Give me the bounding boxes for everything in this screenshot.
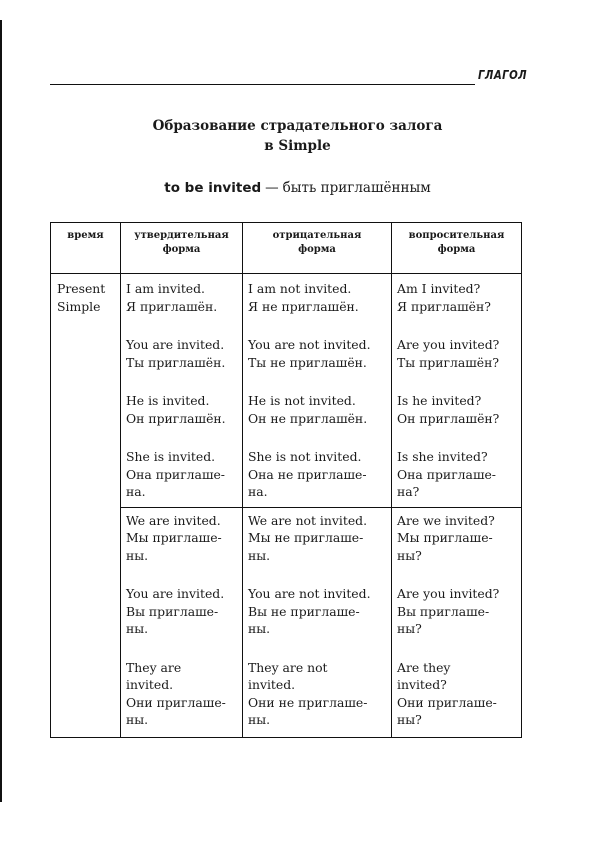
section-label: ГЛАГОЛ [478, 68, 528, 82]
table-row-singular [51, 274, 522, 508]
subtitle-translation: быть приглашённым [282, 180, 431, 196]
header-time: время [51, 223, 121, 274]
plural-affirmative-cell [121, 507, 243, 737]
entry: Am I invited? Я приглашён? [397, 281, 491, 314]
entry: Is he invited? Он приглашён? [397, 393, 500, 426]
entry: She is not invited. Она не приглаше- на. [248, 449, 367, 499]
tense-cell [51, 274, 121, 738]
entry: We are not invited. Мы не приглаше- ны. [248, 512, 368, 563]
entry: I am invited. Я приглашён. [126, 281, 218, 314]
entry: You are invited. Вы приглаше- ны. [126, 586, 225, 636]
entry: They are not invited. Они не приглаше- ны. [248, 659, 368, 727]
singular-interrogative-cell [392, 274, 522, 508]
page-title: Образование страдательного залога [152, 118, 443, 134]
header-interrogative: вопросительная форма [392, 223, 522, 274]
header-negative: отрицательная форма [243, 223, 392, 274]
singular-negative-cell [243, 274, 392, 508]
table-header-row [51, 223, 522, 274]
subtitle-dash: — [265, 180, 279, 196]
entry: Is she invited? Она приглаше- на? [397, 449, 496, 499]
entry: You are not invited. Вы не приглаше- ны. [248, 586, 371, 636]
entry: Are they invited? Они приглаше- ны? [397, 659, 497, 727]
table-row-plural [51, 507, 522, 737]
entry: You are not invited. Ты не приглашён. [248, 337, 371, 370]
entry: You are invited. Ты приглашён. [126, 337, 226, 370]
subtitle-phrase: to be invited [164, 180, 262, 196]
plural-negative-cell [243, 507, 392, 737]
entry: We are invited. Мы приглаше- ны. [126, 512, 222, 563]
entry: Are you invited? Ты приглашён? [397, 337, 500, 370]
entry: I am not invited. Я не приглашён. [248, 281, 359, 314]
header-affirmative: утвердительная форма [121, 223, 243, 274]
subtitle [0, 180, 595, 196]
tense-label: Present Simple [57, 281, 106, 314]
entry: They are invited. Они приглаше- ны. [126, 659, 226, 727]
singular-affirmative-cell [121, 274, 243, 508]
entry: Are we invited? Мы приглаше- ны? [397, 512, 495, 563]
entry: She is invited. Она приглаше- на. [126, 449, 225, 499]
page-title-line2: в Simple [264, 138, 331, 154]
header-rule [50, 84, 475, 85]
entry: Are you invited? Вы приглаше- ны? [397, 586, 500, 636]
entry: He is not invited. Он не приглашён. [248, 393, 368, 426]
entry: He is invited. Он приглашён. [126, 393, 226, 426]
passive-voice-table [50, 222, 522, 738]
plural-interrogative-cell [392, 507, 522, 737]
